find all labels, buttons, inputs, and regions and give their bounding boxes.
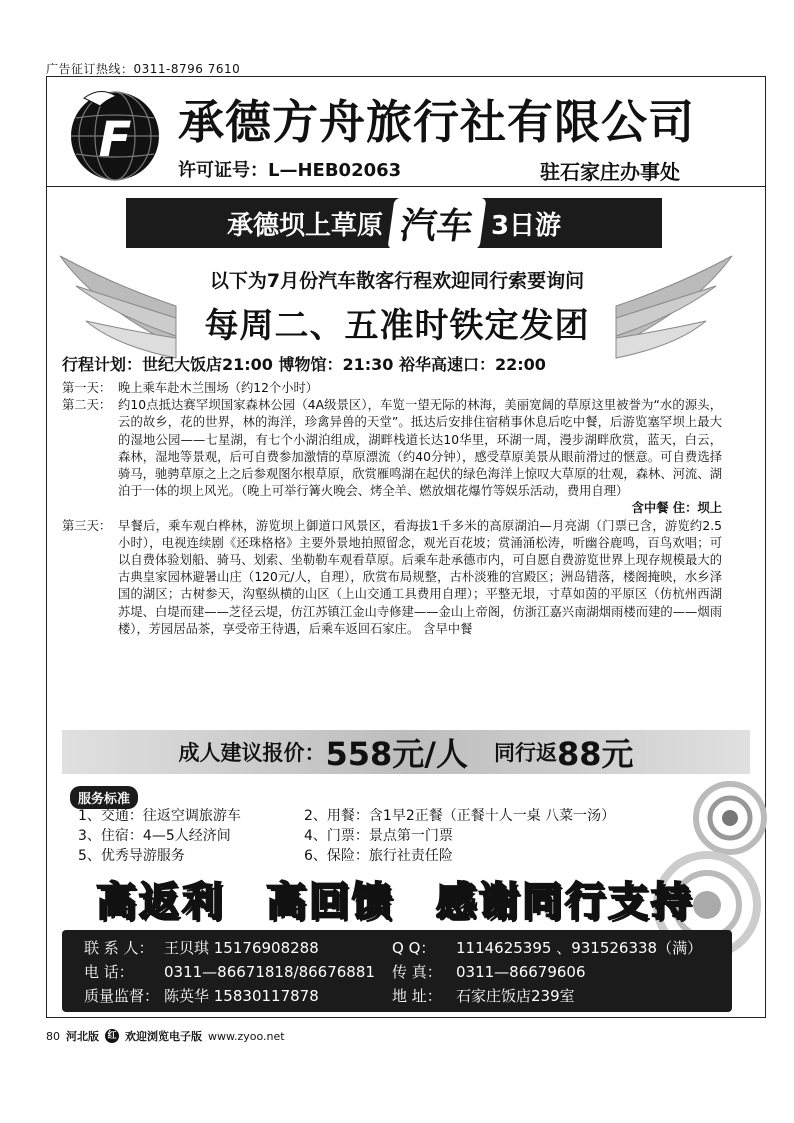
peer-rebate: 88元 (556, 735, 634, 773)
banner-post: 3日游 (490, 210, 562, 241)
adult-price: 558元/人 (325, 735, 468, 773)
brand-icon: 红 (105, 1029, 119, 1043)
service-item: 6、保险：旅行社责任险 (304, 848, 453, 864)
header-divider (46, 186, 766, 187)
contact-info (84, 936, 702, 1008)
footer-text: 欢迎浏览电子版 (125, 1030, 202, 1043)
service-item: 4、门票：景点第一门票 (304, 828, 453, 844)
banner-pre: 承德坝上草原 (226, 210, 383, 241)
price-label: 成人建议报价： (178, 741, 326, 765)
contact-value: 陈英华 15830117878 (164, 987, 319, 1005)
contact-row (84, 960, 702, 984)
page-footer (46, 1028, 285, 1044)
service-row (78, 806, 615, 826)
contact-label: 传 真： (392, 963, 442, 981)
banner-big: 汽车 (387, 198, 486, 249)
company-logo-icon (66, 84, 164, 182)
footer-url[interactable]: www.zyoo.net (208, 1029, 285, 1043)
day-label: 第一天： (62, 381, 112, 395)
day-2-meal: 含中餐 住：坝上 (631, 501, 722, 516)
day-2 (62, 397, 722, 500)
slogans (96, 870, 696, 928)
contact-value: 石家庄饭店239室 (456, 987, 575, 1005)
slogan-3: 感谢同行支持 (435, 879, 694, 925)
slogan-1: 高返利 (96, 879, 225, 925)
day-3 (62, 518, 722, 638)
contact-value: 王贝琪 15176908288 (164, 939, 319, 957)
contact-label: 联 系 人： (84, 939, 154, 957)
page-number: 80 (46, 1029, 60, 1043)
contact-value: 0311—86679606 (456, 963, 586, 981)
day-label: 第二天： (62, 398, 112, 413)
service-item: 3、住宿：4—5人经济间 (78, 828, 231, 844)
contact-value: 0311—86671818/86676881 (164, 963, 375, 981)
subtitle: 以下为7月份汽车散客行程欢迎同行索要询问 (209, 270, 585, 292)
price-text (62, 730, 750, 774)
ad-hotline: 广告征订热线：0311-8796 7610 (46, 62, 241, 76)
service-list (78, 806, 615, 866)
itinerary-days (62, 380, 722, 638)
contact-value: 1114625395 、931526338（满） (456, 939, 703, 957)
day-text: 晚上乘车赴木兰围场（约12个小时） (118, 381, 319, 395)
day-text: 早餐后，乘车观白桦林，游览坝上御道口风景区，看海拔1千多米的高原湖泊—月亮湖（门票已含，游览约2.5小时），电视连续剧《还珠格格》主要外景地拍照留念，观光百花坡；赏涌涌松涛，听幽谷鹿鸣，百鸟欢唱；可以自费体验划船、骑马、划索、坐勒勒车观看草原。后乘车赴承德市内，可自愿自费游览世界上现存规模最大的古典皇家园林避暑山庄（120元/人，自理），欣赏布局规整，古朴淡雅的宫殿区；洲岛错落，楼阁掩映，水乡泽国的湖区；古树参天，沟壑纵横的山区（上山交通工具费用自理）；平整无垠，寸草如茵的平原区（仿杭州西湖苏堤、白堤而建——芝径云堤，仿江苏镇江金山寺修建——金山上帝阁，仿浙江嘉兴南湖烟雨楼而建的——烟雨楼），芳园居品茶，享受帝王待遇，后乘车返回石家庄。 含早中餐 (118, 518, 722, 636)
slogan-2: 高回馈 (265, 879, 395, 925)
license-number: 许可证号：L—HEB02063 (178, 160, 402, 181)
contact-label: Q Q： (392, 939, 436, 957)
service-row (78, 846, 615, 866)
contact-row (84, 984, 702, 1008)
day-1 (62, 380, 722, 397)
service-row (78, 826, 615, 846)
itinerary-plan: 行程计划：世纪大饭店21:00 博物馆：21:30 裕华高速口：22:00 (62, 355, 546, 374)
day-label: 第三天： (62, 518, 112, 533)
departure-schedule: 每周二、五准时铁定发团 (204, 306, 590, 346)
company-name: 承德方舟旅行社有限公司 (178, 95, 695, 149)
contact-label: 电 话： (84, 963, 134, 981)
decorative-circles-icon (690, 778, 770, 858)
service-item: 1、交通：往返空调旅游车 (78, 808, 241, 824)
service-standard-badge: 服务标准 (70, 786, 138, 809)
office-name: 驻石家庄办事处 (540, 160, 680, 184)
contact-label: 地 址： (392, 987, 442, 1005)
contact-row (84, 936, 702, 960)
peer-label: 同行返 (493, 741, 557, 765)
day-text: 约10点抵达赛罕坝国家森林公园（4A级景区），车览一望无际的林海，美丽宽阔的草原这里被誉为“水的源头，云的故乡，花的世界，林的海洋，珍禽异兽的天堂”。抵达后安排住宿稍事休息后吃中餐，后游览塞罕坝上最大的湿地公园——七星湖，有七个小湖泊组成，湖畔栈道长达10华里，环湖一周，漫步湖畔欣赏，蓝天，白云，森林，湿地等景观，后可自费参加激情的草原漂流（约40分钟），感受草原美景从眼前滑过的惬意。可自费选择骑马，驰骋草原之上之后参观图尔根草原，欣赏雁鸣湖在起伏的绿色海洋上惊叹大草原的壮观，森林、河流、湖泊于一体的坝上风光。（晚上可举行篝火晚会、烤全羊、燃放烟花爆竹等娱乐活动，费用自理） (118, 398, 722, 499)
contact-label: 质量监督： (84, 987, 160, 1005)
service-item: 5、优秀导游服务 (78, 848, 185, 864)
edition: 河北版 (66, 1030, 99, 1043)
logo-letter: F (98, 112, 132, 168)
service-item: 2、用餐：含1早2正餐（正餐十人一桌 八菜一汤） (304, 808, 616, 824)
